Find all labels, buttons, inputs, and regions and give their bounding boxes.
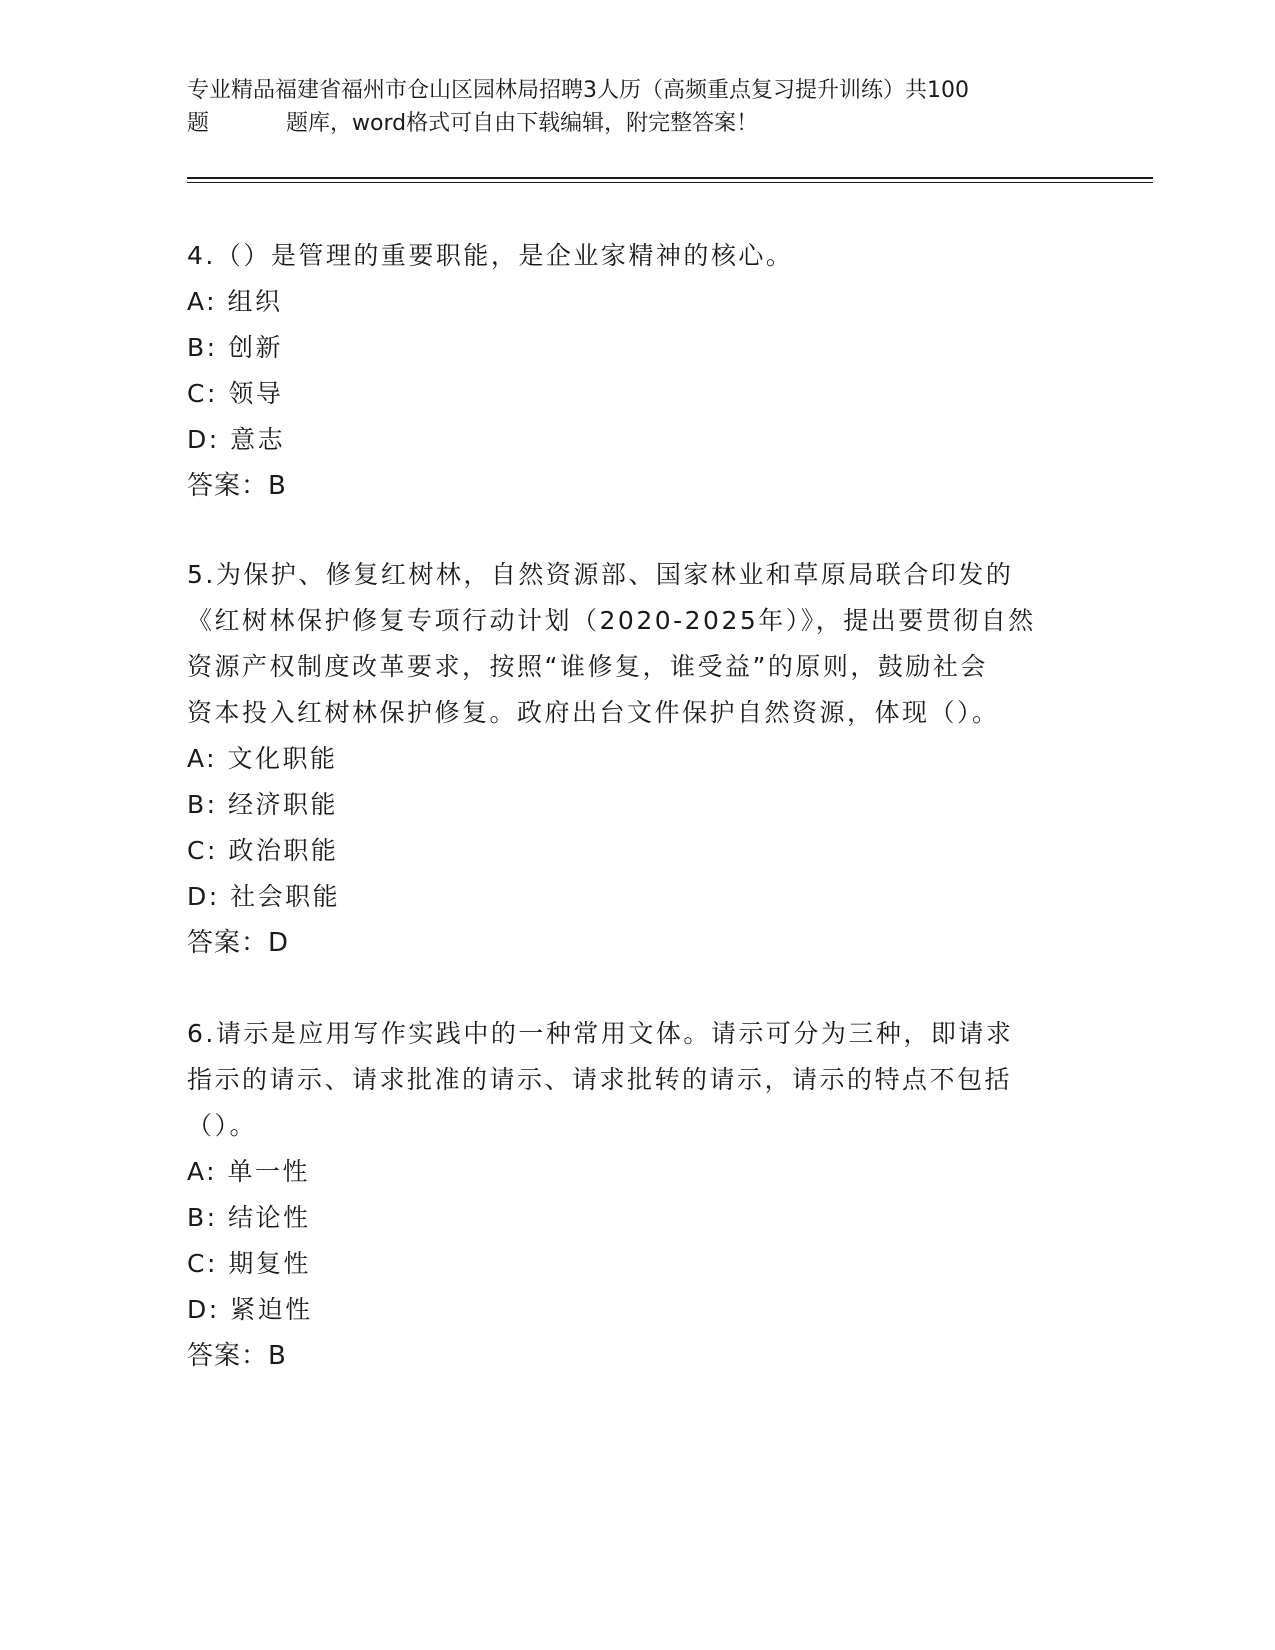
- document-header: [187, 74, 1087, 140]
- question-stem: 4.（）是管理的重要职能，是企业家精神的核心。: [187, 241, 794, 270]
- question-stem-line: 《红树林保护修复专项行动计划（2020-2025年）》，提出要贯彻自然: [187, 606, 1036, 635]
- header-divider-thin: [187, 182, 1153, 183]
- question-stem-line: 指示的请示、请求批准的请示、请求批转的请示，请示的特点不包括: [187, 1065, 1013, 1094]
- question-block: [187, 233, 1087, 509]
- question-stem-line: 资本投入红树林保护修复。政府出台文件保护自然资源，体现（）。: [187, 698, 1000, 727]
- header-title-fragment: 题: [187, 111, 210, 136]
- option-a: A: 组织: [187, 287, 283, 316]
- option-b: B: 经济职能: [187, 790, 339, 819]
- question-stem-line: （）。: [187, 1111, 258, 1140]
- answer-label: 答案：D: [187, 928, 290, 958]
- option-c: C: 领导: [187, 379, 284, 408]
- question-block: [187, 552, 1087, 966]
- question-stem-line: 5.为保护、修复红树林，自然资源部、国家林业和草原局联合印发的: [187, 560, 1014, 589]
- answer-label: 答案：B: [187, 1341, 287, 1371]
- option-c: C: 政治职能: [187, 836, 339, 865]
- option-c: C: 期复性: [187, 1249, 311, 1278]
- header-title-line-2: [187, 107, 1087, 140]
- header-subtitle: 题库，word格式可自由下载编辑，附完整答案！: [286, 111, 759, 136]
- header-divider-thick: [187, 177, 1153, 179]
- question-stem-line: 6.请示是应用写作实践中的一种常用文体。请示可分为三种，即请求: [187, 1019, 1014, 1048]
- option-b: B: 结论性: [187, 1203, 311, 1232]
- question-stem-line: 资源产权制度改革要求，按照“谁修复，谁受益”的原则，鼓励社会: [187, 652, 988, 681]
- option-a: A: 单一性: [187, 1157, 311, 1186]
- answer-label: 答案：B: [187, 471, 287, 501]
- option-d: D: 意志: [187, 425, 286, 454]
- question-block: [187, 1011, 1087, 1379]
- option-b: B: 创新: [187, 333, 284, 362]
- option-d: D: 社会职能: [187, 882, 341, 911]
- option-d: D: 紧迫性: [187, 1295, 313, 1324]
- option-a: A: 文化职能: [187, 744, 338, 773]
- header-title-line-1: 专业精品福建省福州市仓山区园林局招聘3人历（高频重点复习提升训练）共100: [187, 78, 969, 103]
